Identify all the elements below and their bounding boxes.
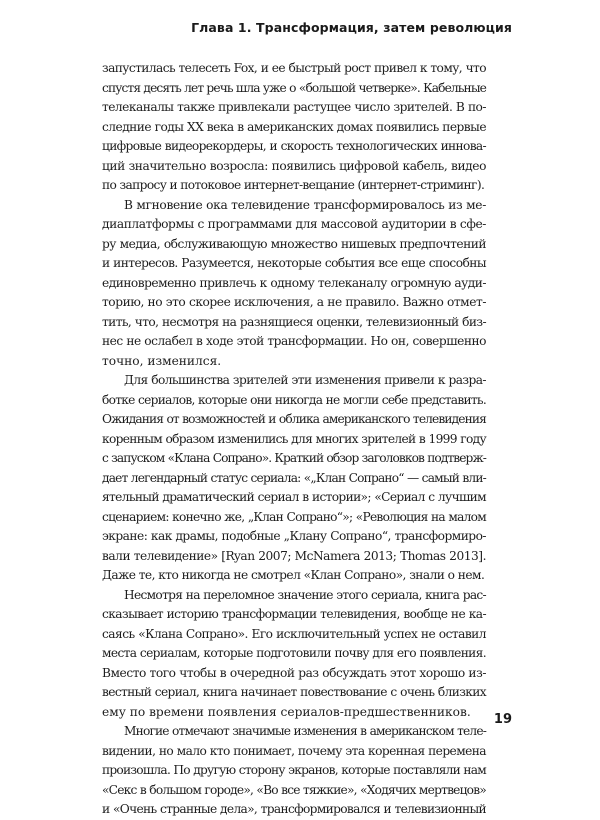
text-line: Для большинства зрителей эти изменения привели к разра- — [124, 373, 486, 387]
text-line: единовременно привлечь к одному телеканалу огромную ауди- — [102, 275, 486, 290]
paragraph — [102, 59, 486, 196]
text-line: нес не ослабел в ходе этой трансформации. Но он, совершенно — [102, 334, 486, 348]
text-line: ему по времени появления сериалов-предшественников. — [102, 704, 471, 719]
text-line: коренным образом изменились для многих зрителей в 1999 году — [102, 431, 486, 446]
text-line: Вместо того чтобы в очередной раз обсуждать этот хорошо из- — [102, 665, 486, 680]
text-line: саясь «Клана Сопрано». Его исключительный успех не оставил — [102, 626, 486, 641]
paragraph — [102, 722, 486, 820]
text-line: дает легендарный статус сериала: «„Клан Сопрано“ — самый вли- — [102, 470, 486, 485]
text-line: с запуском «Клана Сопрано». Краткий обзор заголовков подтверж- — [102, 451, 486, 465]
text-line: сказывает историю трансформации телевидения, вообще не ка- — [102, 607, 486, 621]
text-line: экране: как драмы, подобные „Клану Сопрано“, трансформиро- — [102, 529, 486, 543]
text-line: Даже те, кто никогда не смотрел «Клан Сопрано», знали о нем. — [102, 568, 485, 582]
text-line: произошла. По другую сторону экранов, которые поставляли нам — [102, 763, 486, 777]
text-line: видении, но мало кто понимает, почему эта коренная перемена — [102, 743, 486, 758]
text-line: ятельный драматический сериал в истории»; «Сериал с лучшим — [102, 490, 486, 504]
text-line: Несмотря на переломное значение этого сериала, книга рас- — [124, 587, 486, 602]
text-line: вестный сериал, книга начинает повествование с очень близких — [102, 685, 486, 699]
text-line: запустилась телесеть Fox, и ее быстрый рост привел к тому, что — [102, 61, 486, 75]
text-line: торию, но это скорее исключения, а не правило. Важно отмет- — [102, 295, 486, 309]
paragraph — [102, 196, 486, 372]
paragraph — [102, 371, 486, 586]
page-number: 19 — [493, 712, 512, 727]
text-line: ций значительно возросла: появились цифровой кабель, видео — [102, 158, 486, 173]
text-line: В мгновение ока телевидение трансформировалось из ме- — [124, 197, 486, 212]
text-line: спустя десять лет речь шла уже о «большой четверке». Кабельные — [102, 80, 486, 95]
text-line: следние годы XX века в американских домах появились первые — [102, 119, 486, 134]
paragraph — [102, 586, 486, 723]
text-line: места сериалам, которые подготовили почву для его появления. — [102, 646, 486, 660]
text-line: вали телевидение» [Ryan 2007; McNamera 2013; Thomas 2013]. — [102, 548, 486, 563]
text-line: точно, изменился. — [102, 353, 222, 368]
text-line: тить, что, несмотря на разнящиеся оценки, телевизионный биз- — [102, 314, 486, 329]
text-line: сценарием: конечно же, „Клан Сопрано“»; «Революция на малом — [102, 509, 486, 524]
text-line: «Секс в большом городе», «Во все тяжкие», «Ходячих мертвецов» — [102, 782, 486, 797]
text-line: диаплатформы с программами для массовой аудитории в сфе- — [102, 217, 486, 231]
text-line: по запросу и потоковое интернет-вещание (интернет-стриминг). — [102, 178, 485, 192]
text-line: Многие отмечают значимые изменения в американском теле- — [124, 724, 486, 738]
text-line: телеканалы также привлекали растущее число зрителей. В по- — [102, 100, 486, 114]
text-line: и интересов. Разумеется, некоторые события все еще способны — [102, 256, 486, 270]
body-text — [102, 59, 486, 820]
text-line: и «Очень странные дела», трансформировался и телевизионный — [102, 802, 486, 816]
text-line: Ожидания от возможностей и облика американского телевидения — [102, 412, 486, 426]
text-line: ру медиа, обслуживающую множество нишевых предпочтений — [102, 236, 486, 251]
running-header: Глава 1. Трансформация, затем революция — [191, 20, 512, 35]
text-line: цифровые видеорекордеры, и скорость технологических иннова- — [102, 139, 486, 153]
text-line: ботке сериалов, которые они никогда не могли себе представить. — [102, 392, 486, 407]
